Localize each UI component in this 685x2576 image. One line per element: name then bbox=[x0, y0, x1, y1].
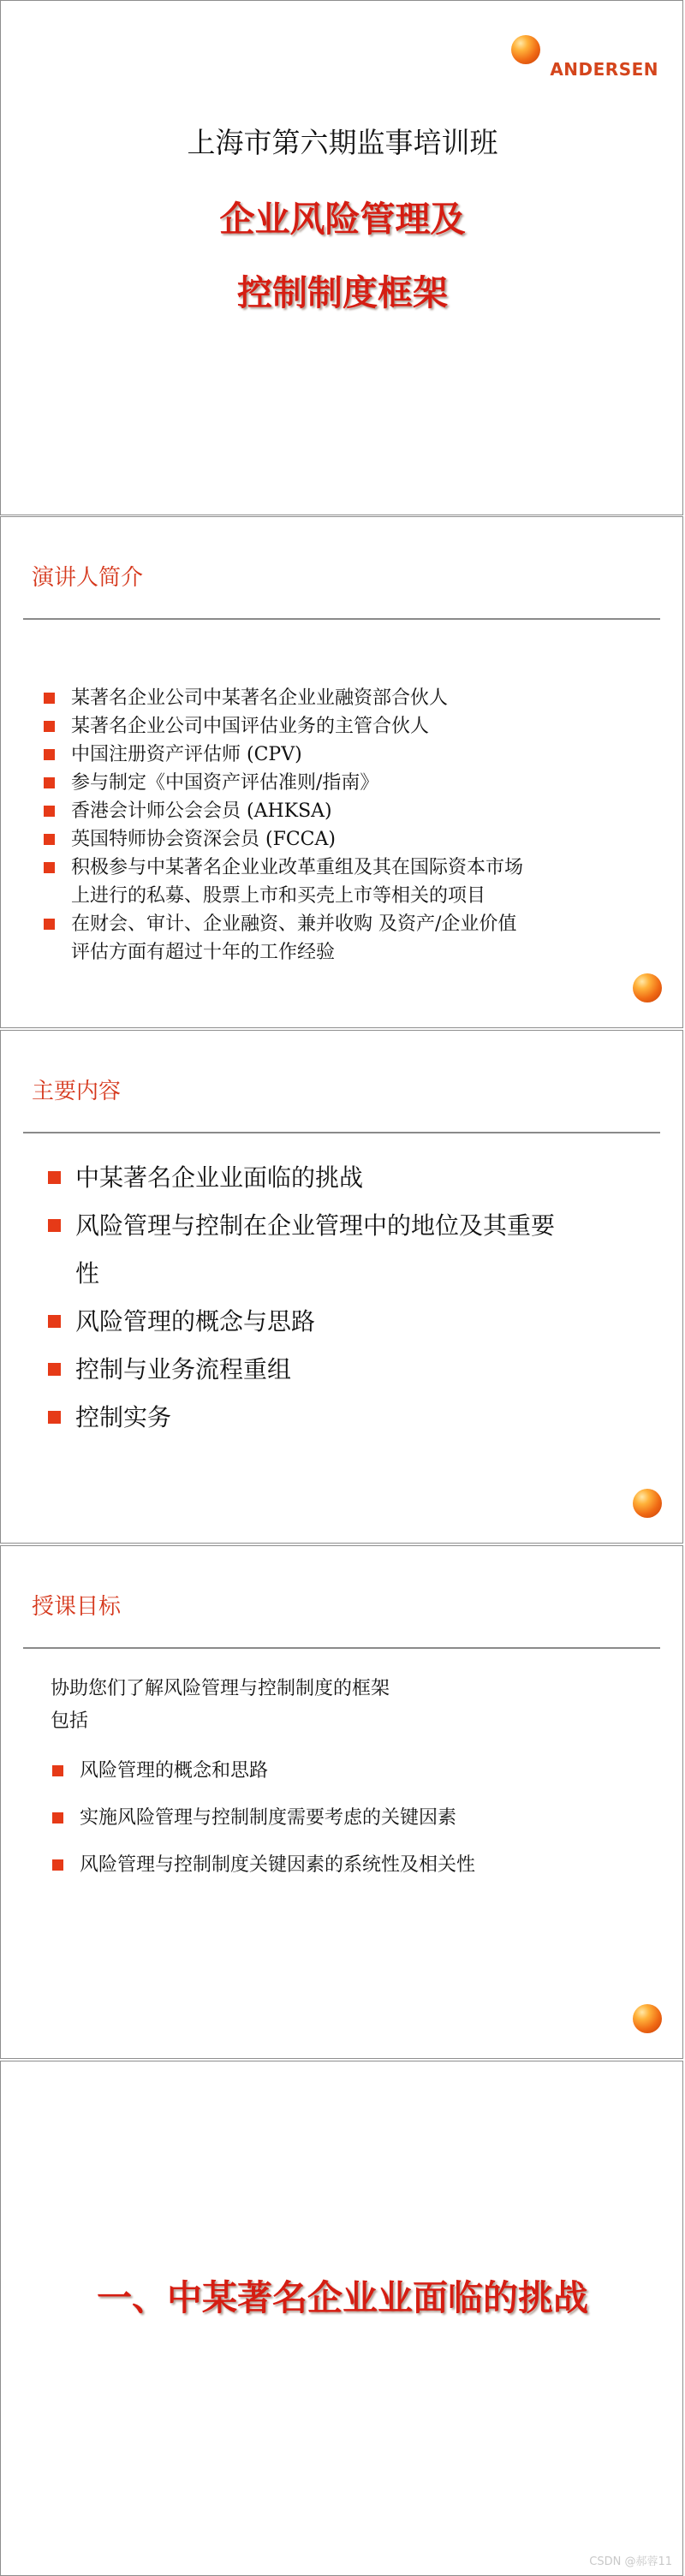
square-bullet-icon bbox=[52, 1812, 63, 1823]
square-bullet-icon bbox=[44, 777, 55, 788]
slide-heading: 演讲人简介 bbox=[32, 565, 144, 591]
section-title: 一、中某著名企业业面临的挑战 bbox=[97, 2277, 588, 2318]
watermark: CSDN @郝蓉11 bbox=[589, 2555, 672, 2568]
cover-title-line-2: 控制制度框架 bbox=[237, 272, 448, 313]
square-bullet-icon bbox=[44, 862, 55, 873]
square-bullet-icon bbox=[48, 1315, 61, 1328]
square-bullet-icon bbox=[48, 1411, 61, 1424]
heading-divider bbox=[23, 1647, 660, 1649]
list-item: 在财会、审计、企业融资、兼并收购 及资产/企业价值 bbox=[44, 910, 523, 938]
square-bullet-icon bbox=[52, 1859, 63, 1871]
cover-subtitle: 上海市第六期监事培训班 bbox=[187, 126, 498, 159]
square-bullet-icon bbox=[44, 749, 55, 760]
orange-ball-icon bbox=[633, 2004, 662, 2033]
logo-text: ANDERSEN bbox=[550, 59, 658, 80]
orange-ball-icon bbox=[511, 35, 540, 64]
speaker-list bbox=[44, 684, 523, 967]
square-bullet-icon bbox=[44, 806, 55, 817]
list-item-continuation: 评估方面有超过十年的工作经验 bbox=[71, 942, 336, 963]
objectives-list bbox=[52, 1747, 475, 1889]
list-item: 英国特师协会资深会员 (FCCA) bbox=[44, 825, 523, 854]
list-item: 控制与业务流程重组 bbox=[48, 1346, 555, 1394]
list-item: 控制实务 bbox=[48, 1394, 555, 1442]
list-item: 风险管理的概念和思路 bbox=[52, 1747, 475, 1794]
slide-heading: 主要内容 bbox=[32, 1079, 122, 1104]
square-bullet-icon bbox=[44, 693, 55, 704]
square-bullet-icon bbox=[44, 834, 55, 845]
square-bullet-icon bbox=[48, 1219, 61, 1232]
speaker-slide bbox=[0, 516, 683, 1028]
square-bullet-icon bbox=[52, 1765, 63, 1776]
heading-divider bbox=[23, 618, 660, 620]
list-item-continuation: 性 bbox=[75, 1259, 100, 1288]
square-bullet-icon bbox=[44, 919, 55, 930]
square-bullet-icon bbox=[48, 1363, 61, 1376]
list-item: 某著名企业公司中某著名企业业融资部合伙人 bbox=[44, 684, 523, 712]
objectives-intro: 协助您们了解风险管理与控制制度的框架 包括 bbox=[51, 1678, 390, 1732]
list-item-continuation: 上进行的私募、股票上市和买壳上市等相关的项目 bbox=[71, 885, 486, 907]
cover-slide bbox=[0, 0, 683, 515]
heading-divider bbox=[23, 1132, 660, 1133]
list-item: 参与制定《中国资产评估准则/指南》 bbox=[44, 769, 523, 797]
cover-title-line-1: 企业风险管理及 bbox=[219, 199, 466, 240]
list-item: 实施风险管理与控制制度需要考虑的关键因素 bbox=[52, 1794, 475, 1841]
list-item: 积极参与中某著名企业业改革重组及其在国际资本市场 bbox=[44, 854, 523, 882]
contents-list bbox=[48, 1154, 555, 1442]
list-item: 风险管理与控制在企业管理中的地位及其重要 bbox=[48, 1202, 555, 1250]
square-bullet-icon bbox=[44, 721, 55, 732]
contents-slide bbox=[0, 1030, 683, 1544]
orange-ball-icon bbox=[633, 973, 662, 1002]
list-item: 中国注册资产评估师 (CPV) bbox=[44, 741, 523, 769]
orange-ball-icon bbox=[633, 1489, 662, 1518]
list-item: 风险管理的概念与思路 bbox=[48, 1298, 555, 1346]
list-item: 中某著名企业业面临的挑战 bbox=[48, 1154, 555, 1202]
list-item: 某著名企业公司中国评估业务的主管合伙人 bbox=[44, 712, 523, 741]
section-slide bbox=[0, 2061, 683, 2576]
list-item: 风险管理与控制制度关键因素的系统性及相关性 bbox=[52, 1841, 475, 1889]
square-bullet-icon bbox=[48, 1171, 61, 1184]
list-item: 香港会计师公会会员 (AHKSA) bbox=[44, 797, 523, 825]
slide-heading: 授课目标 bbox=[32, 1594, 122, 1620]
objectives-slide bbox=[0, 1545, 683, 2059]
andersen-logo bbox=[496, 33, 658, 85]
